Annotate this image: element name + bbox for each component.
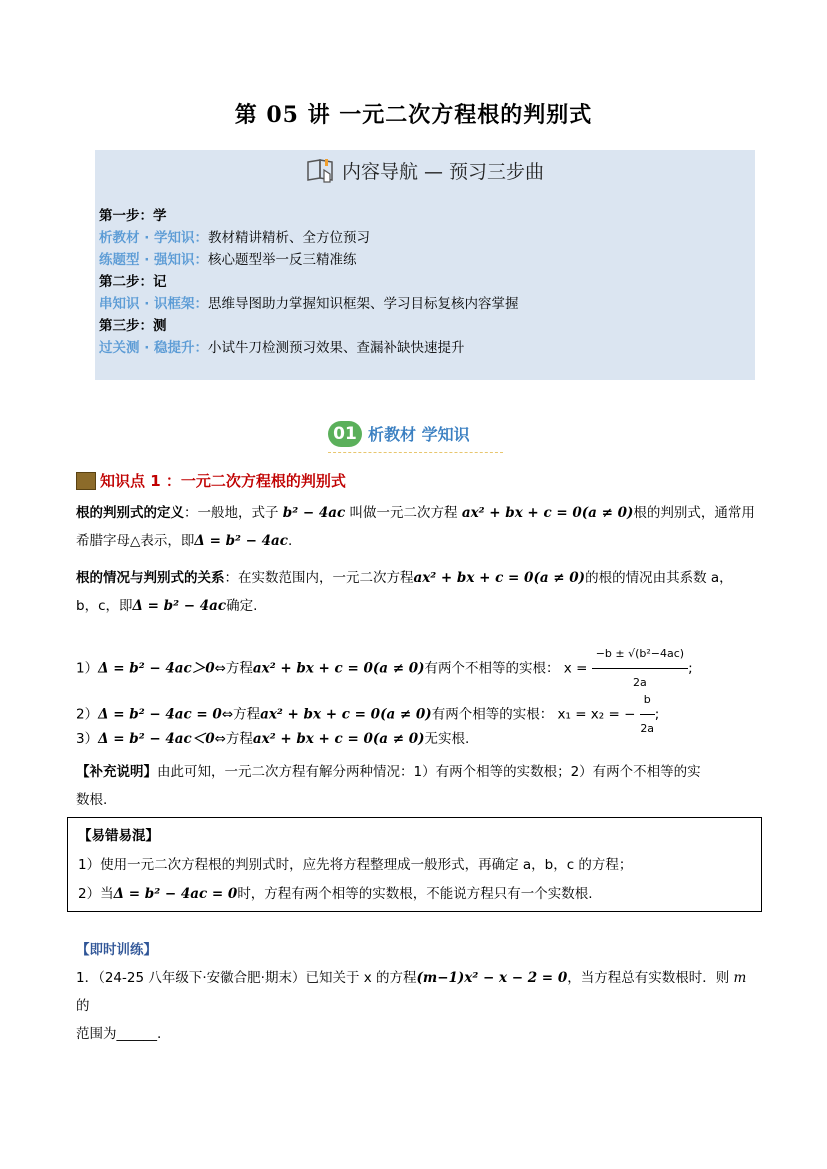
case-number: 2） [76,706,99,723]
text: 确定. [226,598,258,614]
mistakes-heading: 【易错易混】 [78,828,159,844]
nav-desc-1: 教材精讲精析、全方位预习 [208,230,371,246]
text: 有两个相等的实根： [431,706,554,723]
text: . [157,1026,162,1042]
content-navigation-box [95,150,755,380]
text: ：在实数范围内，一元二次方程 [224,570,414,586]
step-three: 第三步：测 [99,318,167,334]
case-three [76,725,756,753]
root-lhs: x = [563,660,588,677]
fraction-denominator: 2a [633,676,647,689]
math-equation: ax² + bx + c = 0(a ≠ 0) [252,731,425,747]
mistakes-content [78,822,632,909]
section-number-badge: 01 [328,421,362,447]
section-title: 析教材 学知识 [368,425,470,444]
book-hand-icon [306,156,336,184]
nav-label-3: 串知识 · 识框架： [99,296,209,312]
math-equation: ax² + bx + c = 0(a ≠ 0) [252,660,425,677]
case-number: 1） [76,660,99,677]
math-equation: ax² + bx + c = 0(a ≠ 0) [260,706,432,723]
math-expression: Δ = b² − 4ac [132,598,227,614]
math-equation: ax² + bx + c = 0(a ≠ 0) [461,505,634,521]
nav-desc-2: 核心题型举一反三精准练 [208,252,357,268]
knowledge-point-heading [76,470,346,491]
nav-desc-3: 思维导图助力掌握知识框架、学习目标复核内容掌握 [208,296,519,312]
text: . [288,533,293,549]
root-lhs: x₁ = x₂ = − [557,706,636,723]
text: 范围为 [76,1026,117,1042]
nav-label-4: 过关测 · 稳提升： [99,340,209,356]
nav-label-1: 析教材 · 学知识： [99,230,209,246]
text: 无实根. [424,731,470,747]
definition-paragraph [76,499,756,555]
page-title: 第 05 讲 一元二次方程根的判别式 [234,102,593,128]
supplement-label: 【补充说明】 [76,764,157,780]
nav-desc-4: 小试牛刀检测预习效果、查漏补缺快速提升 [208,340,465,356]
nav-heading-text: 内容导航 — 预习三步曲 [341,160,545,183]
text: ，当方程总有实数根时．则 [567,970,730,986]
answer-blank[interactable]: ______ [116,1026,157,1042]
definition-label: 根的判别式的定义 [76,505,184,521]
supplement-paragraph [76,758,756,814]
notebook-icon [76,472,96,490]
text: ⇔方程 [214,660,253,677]
step-one: 第一步：学 [99,208,167,224]
text: 时，方程有两个相等的实数根，不能说方程只有一个实数根. [237,886,593,902]
knowledge-point-text: 知识点 1 ：一元二次方程根的判别式 [100,472,346,490]
math-condition: Δ = b² − 4ac＞0 [98,660,215,677]
relation-label: 根的情况与判别式的关系 [76,570,225,586]
text: 根的判别式，通常用 [633,505,755,521]
practice-question-1 [76,964,756,1048]
text: 数根. [76,792,108,808]
text: 希腊字母△表示，即 [76,533,195,549]
text: ; [688,660,693,677]
text: ; [654,706,660,723]
step-two: 第二步：记 [99,274,167,290]
math-condition: Δ = b² − 4ac = 0 [113,886,238,902]
nav-lines [99,205,519,359]
text: ⇔方程 [221,706,261,723]
math-expression: b² − 4ac [282,505,346,521]
text: 有两个不相等的实根： [424,660,560,677]
fraction-denominator: 2a [640,722,655,735]
math-expression: Δ = b² − 4ac [194,533,289,549]
math-variable: m [733,970,747,986]
text: 由此可知，一元二次方程有解分两种情况：1）有两个相等的实数根；2）有两个不相等的实 [157,764,701,780]
text: 叫做一元二次方程 [349,505,458,521]
math-equation: ax² + bx + c = 0(a ≠ 0) [413,570,586,586]
relation-paragraph [76,564,756,620]
text: ⇔方程 [214,731,253,747]
common-mistakes-box [67,817,762,912]
text: ：一般地，式子 [184,505,279,521]
section-divider [328,452,503,453]
nav-heading [95,150,755,190]
text: 的 [76,998,90,1014]
fraction-numerator: b [640,686,655,715]
mistake-item [78,880,632,909]
math-condition: Δ = b² − 4ac＜0 [98,731,215,747]
text: 的根的情况由其系数 a， [585,570,733,586]
text: 1．（24-25 八年级下·安徽合肥·期末）已知关于 x 的方程 [76,970,417,986]
text: b，c，即 [76,598,133,614]
math-condition: Δ = b² − 4ac = 0 [98,706,222,723]
text: 2）当 [78,886,114,902]
fraction-numerator: −b ± √(b²−4ac) [592,640,688,669]
case-number: 3） [76,731,99,747]
math-equation: (m−1)x² − x − 2 = 0 [416,970,568,986]
mistake-item: 1）使用一元二次方程根的判别式时，应先将方程整理成一般形式，再确定 a，b，c 的方程； [78,857,633,873]
practice-heading: 【即时训练】 [76,942,157,958]
nav-label-2: 练题型 · 强知识： [99,252,209,268]
